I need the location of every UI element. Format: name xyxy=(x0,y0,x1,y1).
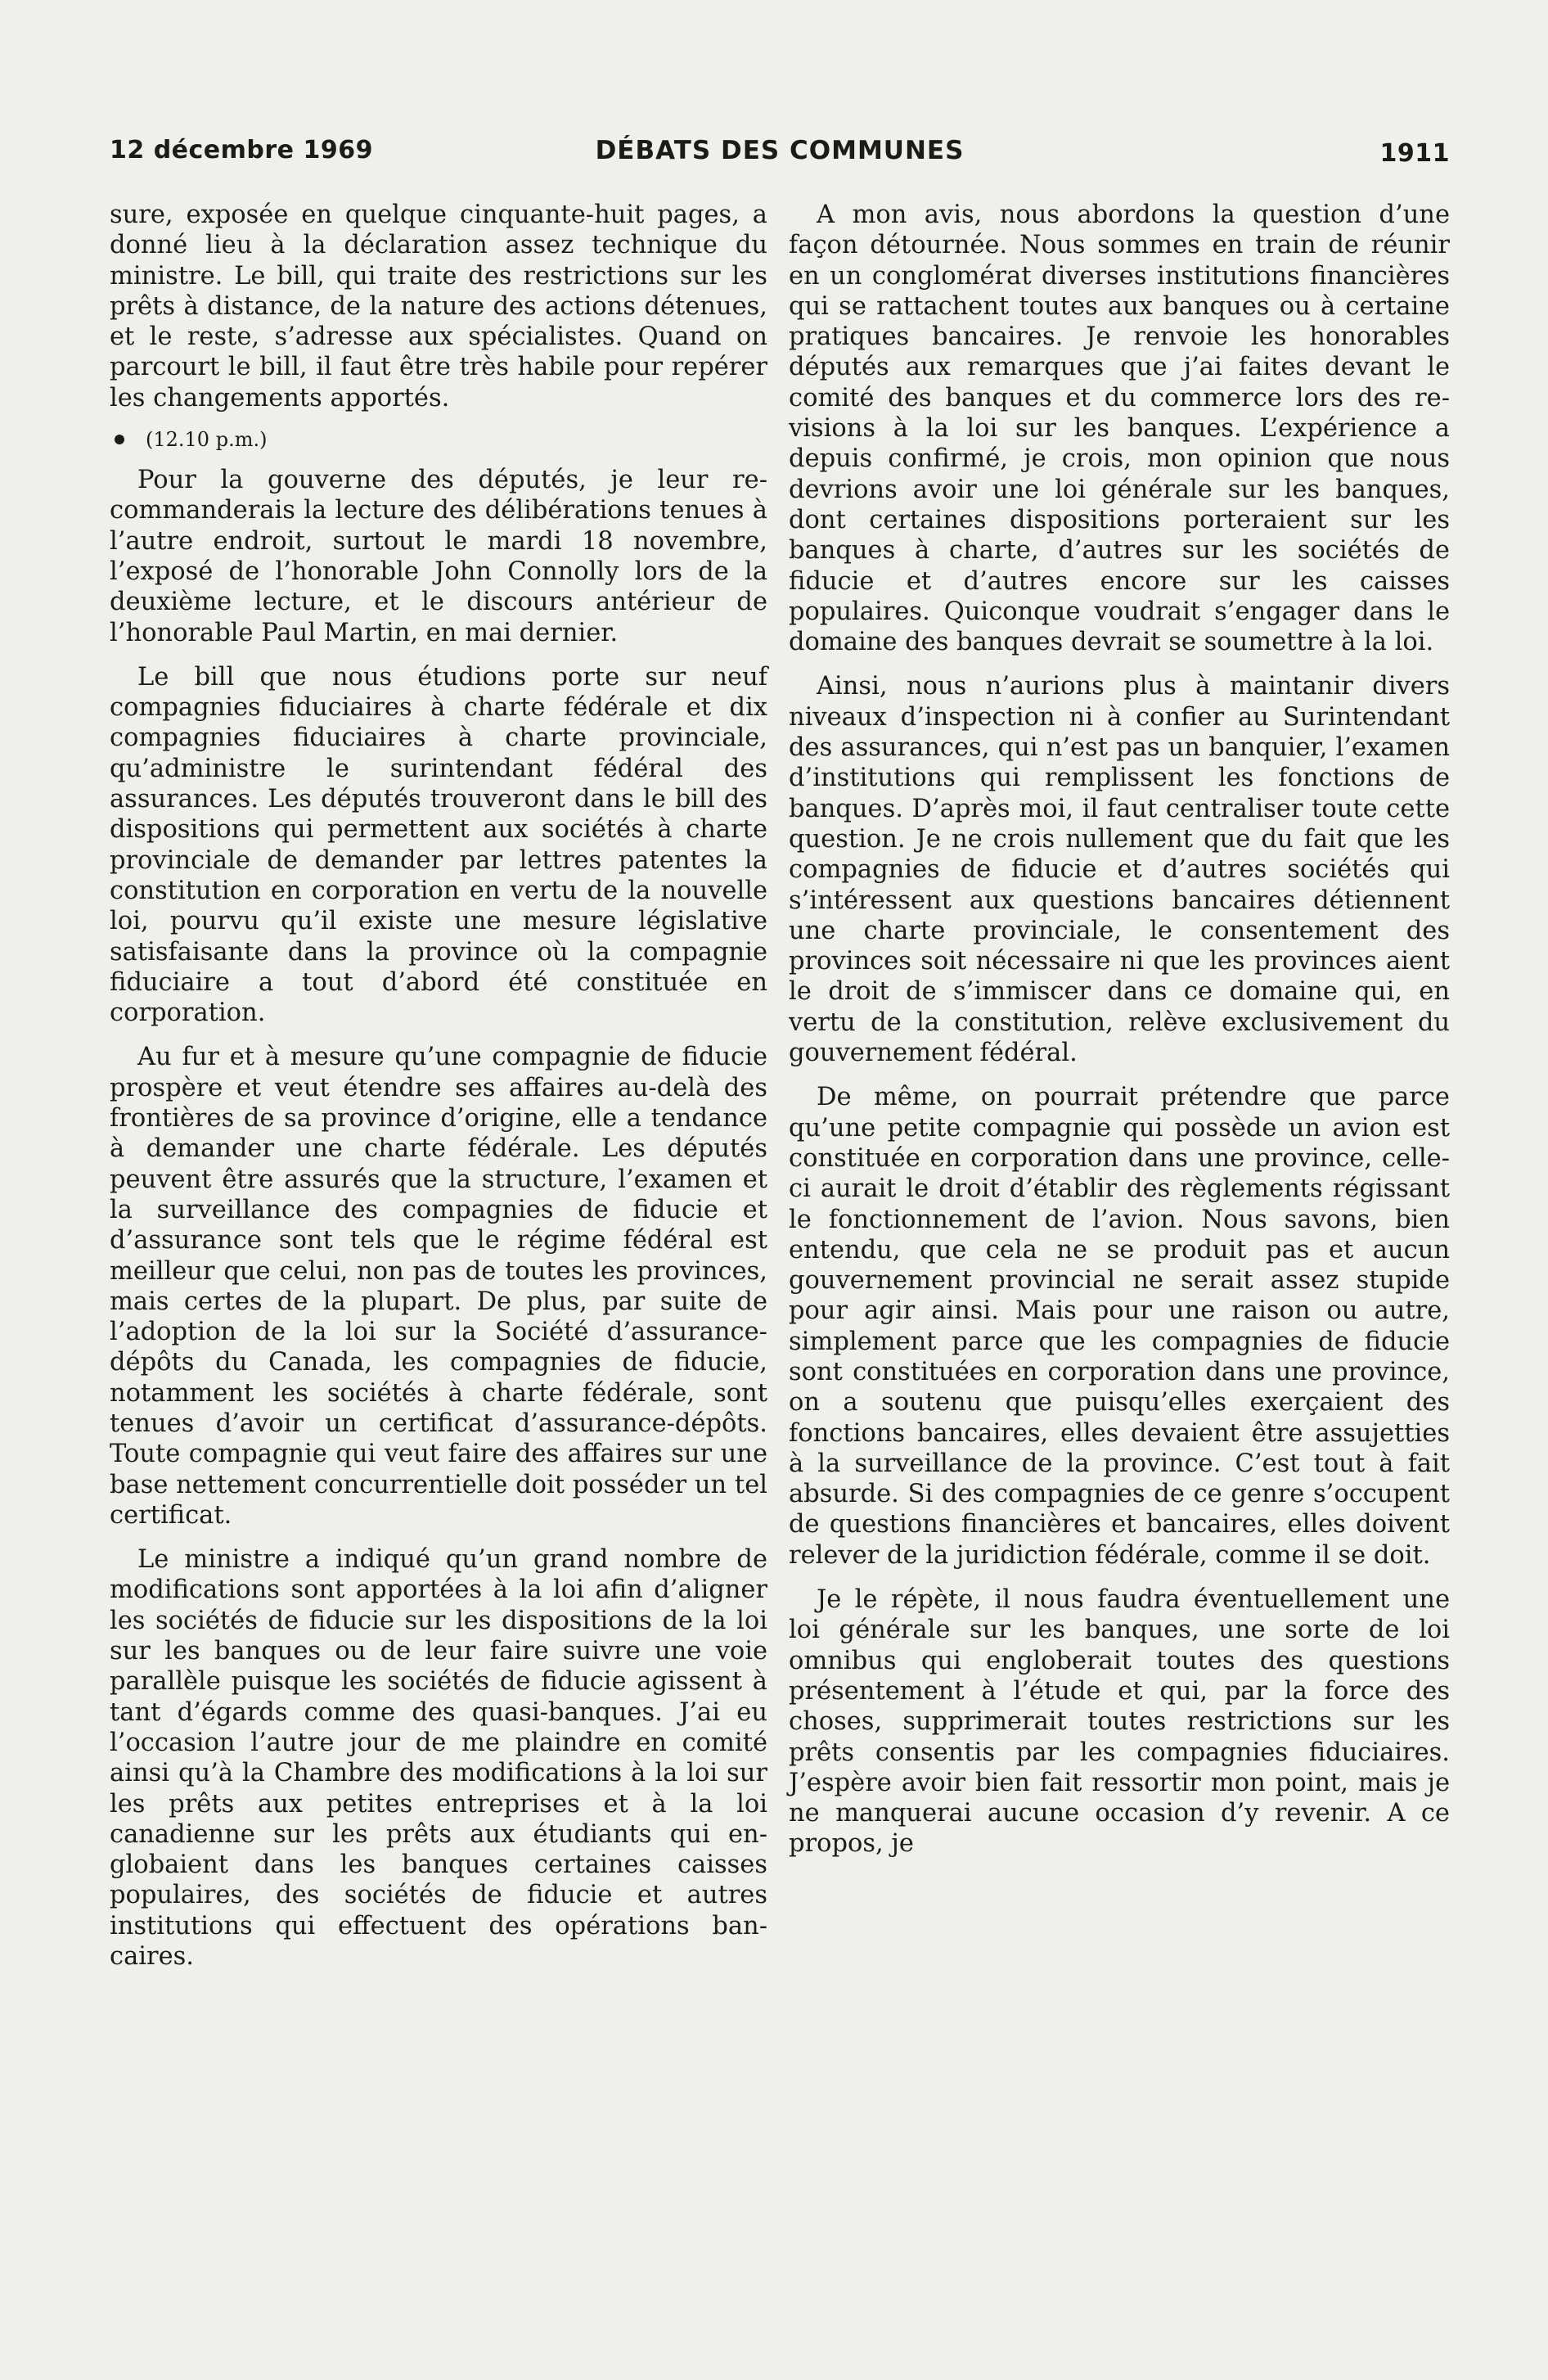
bullet-icon xyxy=(115,435,124,444)
header-title: DÉBATS DES COMMUNES xyxy=(595,136,965,165)
time-marker-text: (12.10 p.m.) xyxy=(146,428,268,452)
paragraph: Je le répète, il nous faudra éventuellement une loi générale sur les banques, une sorte de loi omnibus qui engloberait toutes des questions présentement à l’étude et qui, par la force des choses, supprimerait toutes restrictions sur les prêts consentis par les compagnies fiduciaires. J’espère avoir bien fait ressortir mon point, mais je ne manquerai aucune occasion d’y revenir. A ce propos, je xyxy=(789,1585,1450,1859)
paragraph: A mon avis, nous abordons la question d’une façon détournée. Nous sommes en train de réunir en un conglomérat diverses institutions financières qui se rattachent toutes aux banques ou à certaine pratiques bancaires. Je renvoie les honorables députés aux remarques que j’ai faites devant le comité des banques et du commerce lors des revisions à la loi sur les banques. L’expérience a depuis confirmé, je crois, mon opinion que nous devrions avoir une loi générale sur les banques, dont certaines dispositions porteraient sur les banques à charte, d’autres sur les sociétés de fiducie et d’autres encore sur les caisses populaires. Quiconque voudrait s’engager dans le domaine des banques devrait se soumettre à la loi. xyxy=(789,201,1450,657)
paragraph: Le bill que nous étudions porte sur neuf compagnies fiduciaires à charte fédérale et dix compagnies fiduciaires à charte provinciale, qu’administre le surintendant fédéral des assurances. Les députés trouveront dans le bill des dispositions qui permettent aux sociétés à charte provinciale de demander par lettres patentes la constitution en corporation en vertu de la nouvelle loi, pourvu qu’il existe une mesure législative satisfaisante dans la province où la compagnie fiduciaire a tout d’abord été constituée en corporation. xyxy=(110,662,767,1028)
running-header xyxy=(110,131,1450,172)
paragraph: Pour la gouverne des députés, je leur recommanderais la lecture des délibérations tenues à l’autre endroit, surtout le mardi 18 novembre, l’exposé de l’honorable John Connolly lors de la deuxième lecture, et le discours antérieur de l’honorable Paul Martin, en mai dernier. xyxy=(110,466,767,647)
time-marker xyxy=(110,427,767,452)
header-date: 12 décembre 1969 xyxy=(110,136,373,165)
left-column xyxy=(110,200,767,1986)
paragraph: sure, exposée en quelque cinquante-huit pages, a donné lieu à la déclaration assez technique du ministre. Le bill, qui traite des restrictions sur les prêts à distance, de la nature des actions détenues, et le reste, s’adresse aux spécialistes. Quand on parcourt le bill, il faut être très habile pour repérer les changements apportés. xyxy=(110,201,767,412)
paragraph: Le ministre a indiqué qu’un grand nombre de modifications sont apportées à la loi afin d’aligner les sociétés de fiducie sur les dispositions de la loi sur les banques ou de leur faire suivre une voie parallèle puisque les sociétés de fiducie agissent à tant d’égards comme des quasi-banques. J’ai eu l’occasion l’autre jour de me plaindre en comité ainsi qu’à la Chambre des modifications à la loi sur les prêts aux petites entreprises et à la loi canadienne sur les prêts aux étudiants qui englobaient dans les banques certaines caisses populaires, des sociétés de fiducie et autres institutions qui effectuent des opérations bancaires. xyxy=(110,1545,767,1972)
paragraph: De même, on pourrait prétendre que parce qu’une petite compagnie qui possède un avion est constituée en corporation dans une province, celle-ci aurait le droit d’établir des règlements régissant le fonctionnement de l’avion. Nous savons, bien entendu, que cela ne se produit pas et aucun gouvernement provincial ne serait assez stupide pour agir ainsi. Mais pour une raison ou autre, simplement parce que les compagnies de fiducie sont constituées en corporation dans une province, on a soutenu que puisqu’elles exerçaient des fonctions bancaires, elles devaient être assujetties à la surveillance de la province. C’est tout à fait absurde. Si des compagnies de ce genre s’occupent de questions financières et bancaires, elles doivent relever de la juridiction fédérale, comme il se doit. xyxy=(789,1083,1450,1570)
right-column xyxy=(789,200,1450,1873)
page-number: 1911 xyxy=(1379,139,1450,168)
paragraph: Au fur et à mesure qu’une compagnie de fiducie prospère et veut étendre ses affaires au-delà des frontières de sa province d’origine, elle a tendance à demander une charte fédérale. Les députés peuvent être assurés que la structure, l’examen et la surveillance des compagnies de fiducie et d’assurance sont tels que le régime fédéral est meilleur que celui, non pas de toutes les provinces, mais certes de la plupart. De plus, par suite de l’adoption de la loi sur la Société d’assurance-dépôts du Canada, les compagnies de fiducie, notamment les sociétés à charte fédérale, sont tenues d’avoir un certificat d’assurance-dépôts. Toute compagnie qui veut faire des affaires sur une base nettement concurrentielle doit posséder un tel certificat. xyxy=(110,1043,767,1530)
paragraph: Ainsi, nous n’aurions plus à maintanir divers niveaux d’inspection ni à confier au Surintendant des assurances, qui n’est pas un banquier, l’examen d’institutions qui remplissent les fonctions de banques. D’après moi, il faut centraliser toute cette question. Je ne crois nullement que du fait que les compagnies de fiducie et d’autres sociétés qui s’intéressent aux questions bancaires détiennent une charte provinciale, le consentement des provinces soit nécessaire ni que les provinces aient le droit de s’immiscer dans ce domaine qui, en vertu de la constitution, relève exclusivement du gouvernement fédéral. xyxy=(789,672,1450,1068)
